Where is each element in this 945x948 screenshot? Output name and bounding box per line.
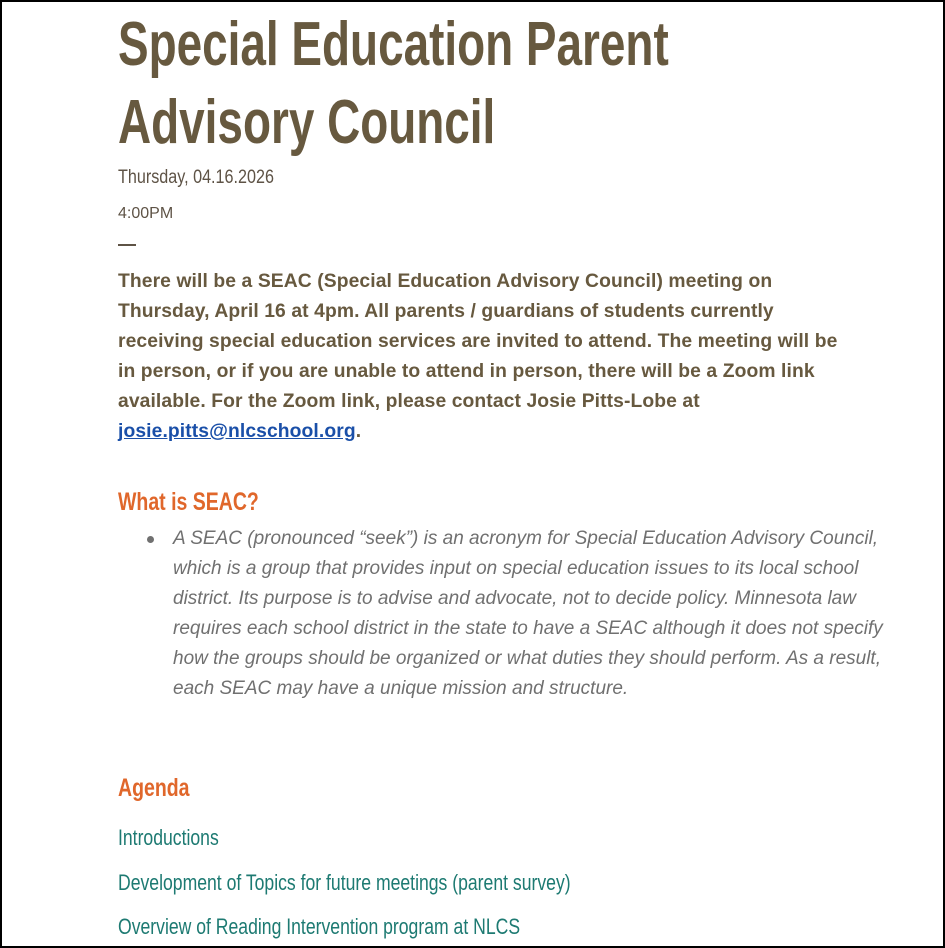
description-text: There will be a SEAC (Special Education Advisory Council) meeting on Thursday, April 16 at 4pm. All parents / guardians of students currently receiving special education services are invited to attend. The meeting will be in person, or if you are unable to attend in person, there will be a Zoom link available. For the Zoom link, please contact Josie Pitts-Lobe at [118, 271, 838, 412]
seac-heading-text: What is SEAC? [118, 488, 259, 516]
title-line-1: Special Education Parent [118, 10, 669, 79]
event-description [118, 267, 838, 447]
list-item [173, 524, 893, 704]
bullet-icon [147, 536, 154, 543]
agenda-item [118, 914, 621, 940]
seac-description: A SEAC (pronounced “seek”) is an acronym for Special Education Advisory Council, which is a group that provides input on special education issues to its local school district. Its purpose is to advise and advocate, not to decide policy. Minnesota law requires each school district in the state to have a SEAC although it does not specify how the groups should be organized or what duties they should perform. As a result, each SEAC may have a unique mission and structure. [173, 528, 883, 699]
title-line-2: Advisory Council [118, 88, 496, 157]
event-time: 4:00PM [118, 205, 174, 222]
description-period: . [355, 421, 362, 442]
seac-list [118, 524, 893, 704]
separator-dash [118, 244, 136, 246]
seac-heading [118, 488, 299, 517]
event-title [118, 6, 862, 162]
agenda-item-text: Development of Topics for future meetings (parent survey) [118, 870, 571, 895]
agenda-heading [118, 774, 210, 803]
event-date [118, 167, 301, 189]
agenda-item-text: Introductions [118, 825, 219, 850]
contact-email-link[interactable]: josie.pitts@nlcschool.org [118, 421, 356, 442]
agenda-item [118, 870, 684, 896]
agenda-item-text: Overview of Reading Intervention program at NLCS [118, 914, 521, 939]
agenda-item [118, 825, 244, 851]
event-date-text: Thursday, 04.16.2026 [118, 167, 274, 188]
agenda-heading-text: Agenda [118, 774, 190, 802]
